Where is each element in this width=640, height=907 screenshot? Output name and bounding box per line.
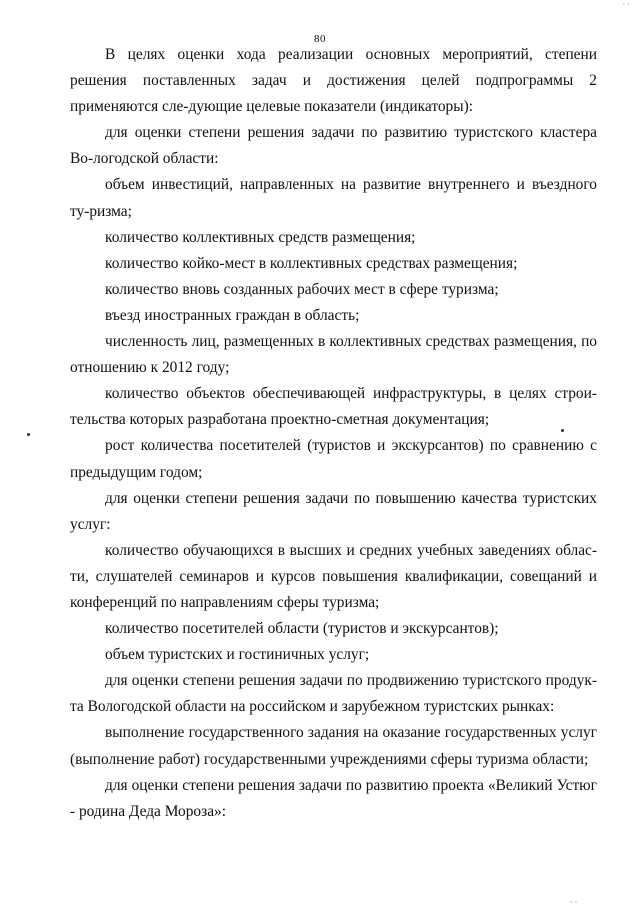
paragraph-task-promotion: для оценки степени решения задачи по продвижению туристского продук-та Вологодской области на российском и зарубежном туристских рынках:: [70, 672, 597, 716]
footer-scan-mark: · ·: [570, 898, 578, 907]
paragraph-services-volume: объем туристских и гостиничных услуг;: [105, 646, 370, 664]
paragraph-accommodated-persons: численность лиц, размещенных в коллективных средствах размещения, по отношению к 2012 году;: [70, 333, 597, 377]
page-number: 80: [314, 33, 326, 45]
paragraph-intro: В целях оценки хода реализации основных мероприятий, степени решения поставленных задач и достижения целей подпрограммы 2 применяются сле-дующие целевые показатели (индикаторы):: [70, 46, 597, 116]
corner-scan-mark: · ·: [622, 0, 630, 9]
scan-speck-left: [27, 433, 30, 436]
paragraph-visitor-growth: рост количества посетителей (туристов и экскурсантов) по сравнению с предыдущим годом;: [70, 437, 597, 481]
paragraph-visitors-count: количество посетителей области (туристов и экскурсантов);: [105, 620, 499, 638]
paragraph-bed-places: количество койко-мест в коллективных средствах размещения;: [105, 254, 518, 272]
paragraph-state-assignment: выполнение государственного задания на оказание государственных услуг (выполнение работ) государственными учреждениями сферы туризма области;: [70, 724, 597, 768]
paragraph-investment-volume: объем инвестиций, направленных на развитие внутреннего и въездного ту-ризма;: [70, 176, 597, 220]
paragraph-new-jobs: количество вновь созданных рабочих мест в сфере туризма;: [105, 280, 499, 298]
paragraph-foreign-entry: въезд иностранных граждан в область;: [105, 306, 360, 324]
scan-speck-right: [561, 429, 564, 432]
paragraph-infrastructure-objects: количество объектов обеспечивающей инфраструктуры, в целях строи-тельства которых разработана проектно-сметная документация;: [70, 385, 597, 429]
paragraph-task-quality: для оценки степени решения задачи по повышению качества туристских услуг:: [70, 489, 597, 533]
paragraph-accommodation-count: количество коллективных средств размещения;: [105, 228, 416, 246]
document-body: [70, 42, 597, 825]
paragraph-students-count: количество обучающихся в высших и средних учебных заведениях облас-ти, слушателей семинаров и курсов повышения квалификации, совещаний и конференций по направлениям сферы туризма;: [70, 541, 597, 611]
paragraph-task-veliky-ustyug: для оценки степени решения задачи по развитию проекта «Великий Устюг - родина Деда Мороза»:: [70, 776, 597, 820]
paragraph-task-cluster: для оценки степени решения задачи по развитию туристского кластера Во-логодской области:: [70, 124, 597, 168]
